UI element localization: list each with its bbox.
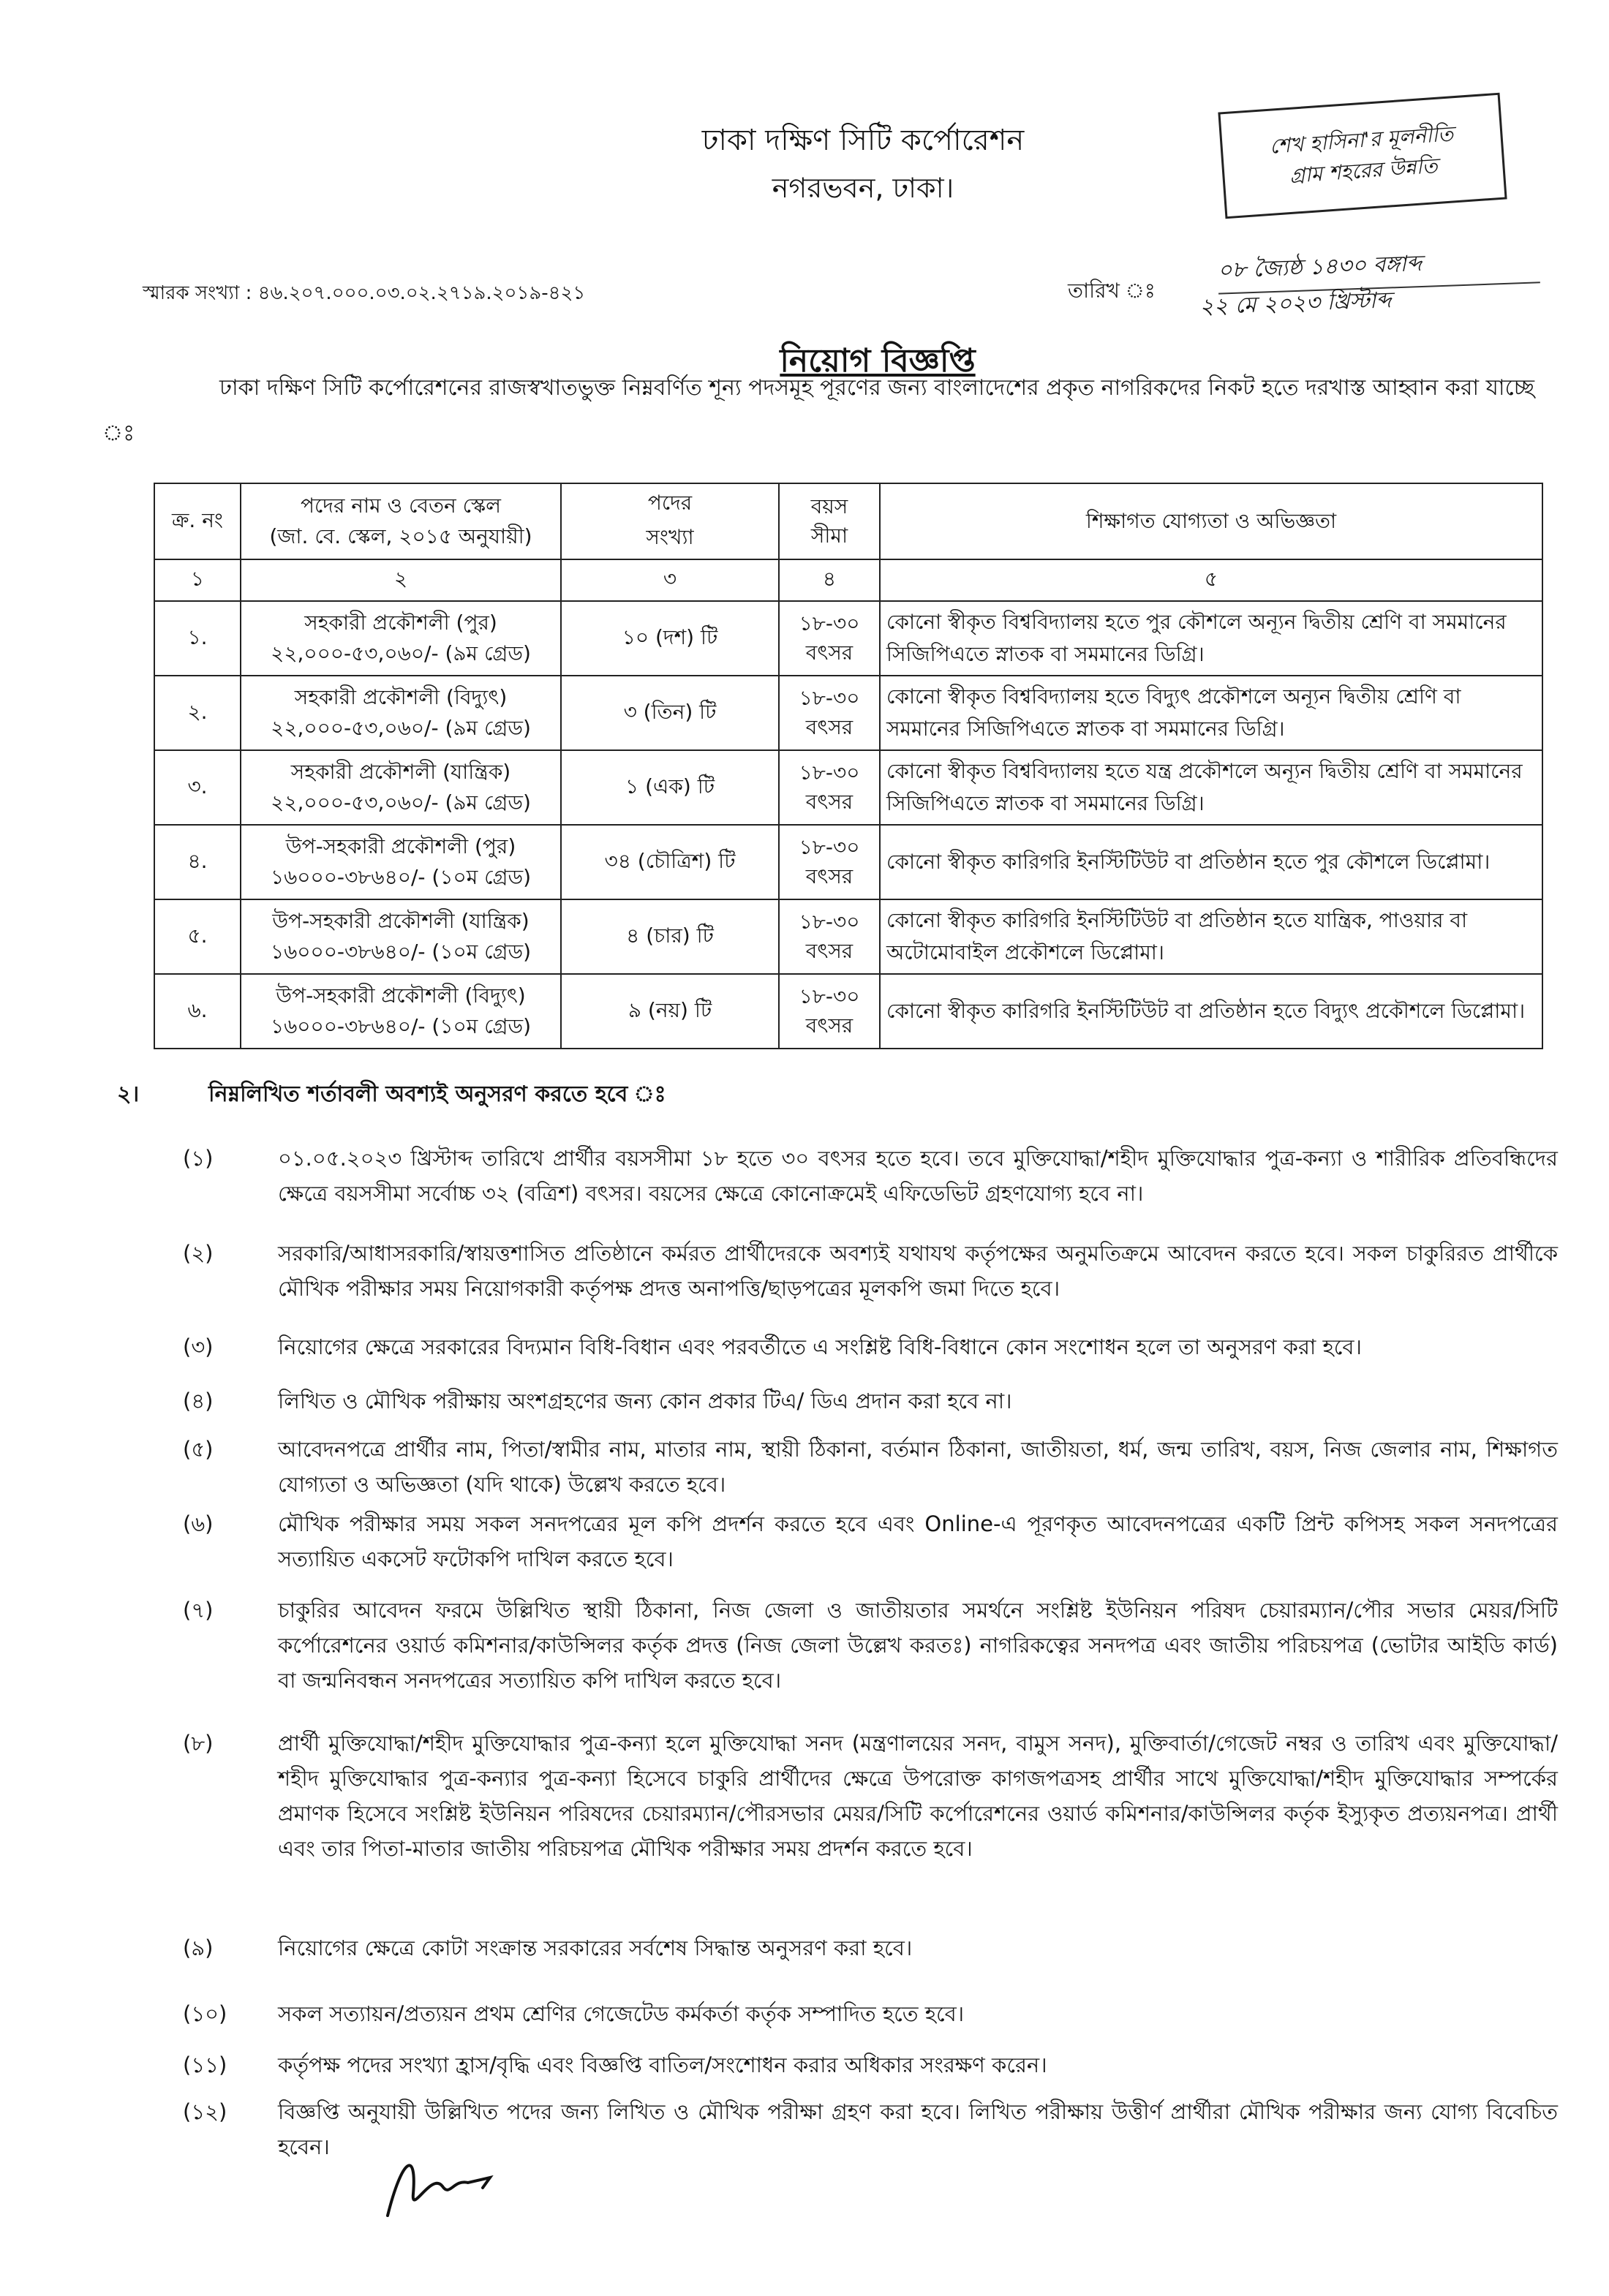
age-range: ১৮-৩০ [799,760,860,785]
column-number-row [154,559,1542,601]
age-limit [779,601,880,676]
condition-item [183,1432,1558,1502]
pay-scale: ১৬০০০-৩৮৬৪০/- (১০ম গ্রেড) [270,1014,532,1038]
header-count-line1: পদের [647,491,693,515]
post-name: উপ-সহকারী প্রকৌশলী (বিদ্যুৎ) [276,983,526,1008]
row-post [241,825,561,899]
age-range: ১৮-৩০ [799,835,860,859]
post-name: উপ-সহকারী প্রকৌশলী (যান্ত্রিক) [272,909,530,933]
row-sl: ২. [154,676,241,750]
qualification: কোনো স্বীকৃত কারিগরি ইনস্টিটিউট বা প্রতিষ্ঠান হতে পুর কৌশলে ডিপ্লোমা। [880,825,1542,899]
age-unit: বৎসর [805,641,854,665]
row-post [241,899,561,974]
condition-text: নিয়োগের ক্ষেত্রে কোটা সংক্রান্ত সরকারের সর্বশেষ সিদ্ধান্ত অনুসরণ করা হবে। [278,1936,913,1960]
age-limit [779,676,880,750]
post-name: উপ-সহকারী প্রকৌশলী (পুর) [285,834,516,858]
notice-intro: ঢাকা দক্ষিণ সিটি কর্পোরেশনের রাজস্বখাতভুক্ত নিম্নবর্ণিত শূন্য পদসমূহ পূরণের জন্য বাংলাদেশের প্রকৃত নাগরিকদের নিকট হতে দরখাস্ত আহ্বান করা যাচ্ছে ঃ [102,375,1535,446]
row-post [241,601,561,676]
post-name: সহকারী প্রকৌশলী (পুর) [304,611,497,635]
age-unit: বৎসর [805,864,854,888]
condition-number: (৮) [183,1731,214,1756]
condition-number: (১২) [183,2099,227,2124]
condition-item [183,1726,1558,1866]
condition-text: প্রার্থী মুক্তিযোদ্ধা/শহীদ মুক্তিযোদ্ধার পুত্র-কন্যা হলে মুক্তিযোদ্ধা সনদ (মন্ত্রণালয়ের সনদ, বামুস সনদ), মুক্তিবার্তা/গেজেট নম্বর ও তারিখ এবং মুক্তিযোদ্ধা/শহীদ মুক্তিযোদ্ধার পুত্র-কন্যার পুত্র-কন্যা হিসেবে চাকুরি প্রার্থীদের ক্ষেত্রে উপরোক্ত কাগজপত্রসহ প্রার্থীর সাথে মুক্তিযোদ্ধা/শহীদ মুক্তিযোদ্ধার সম্পর্কের প্রমাণক হিসেবে সংশ্লিষ্ট ইউনিয়ন পরিষদের চেয়ারম্যান/পৌরসভার মেয়র/সিটি কর্পোরেশনের ওয়ার্ড কমিশনার/কাউন্সিলর কর্তৃক ইস্যুকৃত প্রত্যয়নপত্র। প্রার্থী এবং তার পিতা-মাতার জাতীয় পরিচয়পত্র মৌখিক পরীক্ষার সময় প্রদর্শন করতে হবে। [278,1731,1558,1861]
header-sl: ক্র. নং [154,483,241,559]
table-row [154,601,1542,676]
header-age-line2: সীমা [810,524,848,548]
row-sl: ১. [154,601,241,676]
header-age-line1: বয়স [810,494,848,518]
condition-text: লিখিত ও মৌখিক পরীক্ষায় অংশগ্রহণের জন্য কোন প্রকার টিএ/ ডিএ প্রদান করা হবে না। [278,1389,1012,1413]
slogan-line-1: শেখ হাসিনা'র মূলনীতি [1268,121,1455,159]
vacancy-table [154,483,1543,1049]
signature [373,2142,519,2230]
table-row [154,899,1542,974]
age-unit: বৎসর [805,790,854,814]
post-count: ৯ (নয়) টি [561,974,779,1049]
condition-text: সরকারি/আধাসরকারি/স্বায়ত্তশাসিত প্রতিষ্ঠানে কর্মরত প্রার্থীদেরকে অবশ্যই যথাযথ কর্তৃপক্ষের অনুমতিক্রমে আবেদন করতে হবে। সকল চাকুরিরত প্রার্থীকে মৌখিক পরীক্ষার সময় নিয়োগকারী কর্তৃপক্ষ প্রদত্ত অনাপত্তি/ছাড়পত্রের মূলকপি জমা দিতে হবে। [278,1241,1558,1301]
header-age-limit [779,483,880,559]
row-sl: ৩. [154,750,241,825]
condition-item [183,1593,1558,1698]
post-name: সহকারী প্রকৌশলী (যান্ত্রিক) [290,760,511,784]
condition-number: (৩) [183,1334,214,1359]
condition-text: সকল সত্যায়ন/প্রত্যয়ন প্রথম শ্রেণির গেজেটেড কর্মকর্তা কর্তৃক সম্পাদিত হতে হবে। [278,2001,965,2026]
age-limit [779,825,880,899]
col-number: ১ [154,559,241,601]
post-count: ৪ (চার) টি [561,899,779,974]
table-row [154,825,1542,899]
condition-item [183,1506,1558,1576]
header-count-line2: সংখ্যা [646,525,694,549]
col-number: ৩ [561,559,779,601]
post-name: সহকারী প্রকৌশলী (বিদ্যুৎ) [294,685,508,709]
date-gregorian: ২২ মে ২০২৩ খ্রিস্টাব্দ [1199,287,1392,320]
header-post-count [561,483,779,559]
row-post [241,974,561,1049]
table-row [154,676,1542,750]
table-header-row [154,483,1542,559]
condition-text: চাকুরির আবেদন ফরমে উল্লিখিত স্থায়ী ঠিকানা, নিজ জেলা ও জাতীয়তার সমর্থনে সংশ্লিষ্ট ইউনিয়ন পরিষদ চেয়ারম্যান/পৌর সভার মেয়র/সিটি কর্পোরেশনের ওয়ার্ড কমিশনার/কাউন্সিলর কর্তৃক প্রদত্ত (নিজ জেলা উল্লেখ করতঃ) নাগরিকত্বের সনদপত্র এবং জাতীয় পরিচয়পত্র (ভোটার আইডি কার্ড) বা জন্মনিবন্ধন সনদপত্রের সত্যায়িত কপি দাখিল করতে হবে। [278,1598,1558,1693]
section-number: ২। [117,1081,140,1107]
condition-number: (১১) [183,2053,227,2077]
qualification: কোনো স্বীকৃত কারিগরি ইনস্টিটিউট বা প্রতিষ্ঠান হতে যান্ত্রিক, পাওয়ার বা অটোমোবাইল প্রকৌশলে ডিপ্লোমা। [880,899,1542,974]
condition-item [183,1930,1558,1965]
header-post-name-line1: পদের নাম ও বেতন স্কেল [300,494,502,518]
pay-scale: ১৬০০০-৩৮৬৪০/- (১০ম গ্রেড) [270,940,532,964]
age-unit: বৎসর [805,939,854,963]
qualification: কোনো স্বীকৃত বিশ্ববিদ্যালয় হতে বিদ্যুৎ প্রকৌশলে অন্যূন দ্বিতীয় শ্রেণি বা সমমানের সিজিপিএতে স্নাতক বা সমমানের ডিগ্রি। [880,676,1542,750]
condition-text: ০১.০৫.২০২৩ খ্রিস্টাব্দ তারিখে প্রার্থীর বয়সসীমা ১৮ হতে ৩০ বৎসর হতে হবে। তবে মুক্তিযোদ্ধা/শহীদ মুক্তিযোদ্ধার পুত্র-কন্যা ও শারীরিক প্রতিবন্ধিদের ক্ষেত্রে বয়সসীমা সর্বোচ্চ ৩২ (বত্রিশ) বৎসর। বয়সের ক্ষেত্রে কোনোক্রমেই এফিডেভিট গ্রহণযোগ্য হবে না। [278,1146,1558,1206]
condition-number: (৪) [183,1389,214,1413]
condition-text: নিয়োগের ক্ষেত্রে সরকারের বিদ্যমান বিধি-বিধান এবং পরবর্তীতে এ সংশ্লিষ্ট বিধি-বিধানে কোন সংশোধন হলে তা অনুসরণ করা হবে। [278,1334,1362,1359]
condition-number: (২) [183,1241,214,1266]
col-number: ৪ [779,559,880,601]
organization-address: নগরভবন, ঢাকা। [772,172,954,204]
condition-text: কর্তৃপক্ষ পদের সংখ্যা হ্রাস/বৃদ্ধি এবং বিজ্ঞপ্তি বাতিল/সংশোধন করার অধিকার সংরক্ষণ করেন। [278,2053,1047,2077]
table-row [154,974,1542,1049]
row-sl: ৫. [154,899,241,974]
age-range: ১৮-৩০ [799,611,860,635]
condition-text: বিজ্ঞপ্তি অনুযায়ী উল্লিখিত পদের জন্য লিখিত ও মৌখিক পরীক্ষা গ্রহণ করা হবে। লিখিত পরীক্ষায় উত্তীর্ণ প্রার্থীরা মৌখিক পরীক্ষার জন্য যোগ্য বিবেচিত হবেন। [278,2099,1558,2159]
age-range: ১৮-৩০ [799,686,860,710]
qualification: কোনো স্বীকৃত বিশ্ববিদ্যালয় হতে যন্ত্র প্রকৌশলে অন্যূন দ্বিতীয় শ্রেণি বা সমমানের সিজিপিএতে স্নাতক বা সমমানের ডিগ্রি। [880,750,1542,825]
condition-number: (৯) [183,1936,214,1960]
condition-number: (১) [183,1146,214,1171]
condition-text: মৌখিক পরীক্ষার সময় সকল সনদপত্রের মূল কপি প্রদর্শন করতে হবে এবং Online-এ পূরণকৃত আবেদনপত্রের একটি প্রিন্ট কপিসহ সকল সনদপত্রের সত্যায়িত একসেট ফটোকপি দাখিল করতে হবে। [278,1511,1558,1571]
qualification: কোনো স্বীকৃত বিশ্ববিদ্যালয় হতে পুর কৌশলে অন্যূন দ্বিতীয় শ্রেণি বা সমমানের সিজিপিএতে স্নাতক বা সমমানের ডিগ্রি। [880,601,1542,676]
row-post [241,676,561,750]
memo-number: স্মারক সংখ্যা : ৪৬.২০৭.০০০.০৩.০২.২৭১৯.২০১৯-৪২১ [143,282,586,304]
pay-scale: ২২,০০০-৫৩,০৬০/- (৯ম গ্রেড) [271,790,531,815]
row-sl: ৪. [154,825,241,899]
condition-item [183,1141,1558,1211]
age-limit [779,750,880,825]
age-range: ১৮-৩০ [799,984,860,1008]
col-number: ২ [241,559,561,601]
post-count: ৩ (তিন) টি [561,676,779,750]
post-count: ৩৪ (চৌত্রিশ) টি [561,825,779,899]
condition-item [183,1996,1558,2031]
condition-item [183,1329,1558,1364]
date-bangla: ০৮ জ্যৈষ্ঠ ১৪৩০ বঙ্গাব্দ [1217,241,1540,294]
col-number: ৫ [880,559,1542,601]
condition-item [183,1383,1558,1419]
date-label: তারিখ ঃ [1068,279,1156,303]
post-count: ১ (এক) টি [561,750,779,825]
header-post-name [241,483,561,559]
age-unit: বৎসর [805,715,854,739]
slogan-stamp [1218,93,1507,219]
header-post-name-line2: (জা. বে. স্কেল, ২০১৫ অনুযায়ী) [269,524,532,548]
row-sl: ৬. [154,974,241,1049]
pay-scale: ২২,০০০-৫৩,০৬০/- (৯ম গ্রেড) [271,716,531,740]
age-limit [779,974,880,1049]
age-range: ১৮-৩০ [799,910,860,934]
age-unit: বৎসর [805,1013,854,1038]
table-row [154,750,1542,825]
condition-number: (৫) [183,1437,214,1462]
condition-item [183,2047,1558,2082]
condition-item [183,1236,1558,1306]
condition-number: (১০) [183,2001,227,2026]
age-limit [779,899,880,974]
organization-name: ঢাকা দক্ষিণ সিটি কর্পোরেশন [701,124,1025,157]
row-post [241,750,561,825]
post-count: ১০ (দশ) টি [561,601,779,676]
condition-number: (৭) [183,1598,214,1623]
pay-scale: ১৬০০০-৩৮৬৪০/- (১০ম গ্রেড) [270,865,532,889]
condition-number: (৬) [183,1511,214,1536]
pay-scale: ২২,০০০-৫৩,০৬০/- (৯ম গ্রেড) [271,641,531,665]
conditions-title: নিম্নলিখিত শর্তাবলী অবশ্যই অনুসরণ করতে হবে ঃ [208,1081,666,1107]
notice-title: নিয়োগ বিজ্ঞপ্তি [780,342,976,379]
header-qualification: শিক্ষাগত যোগ্যতা ও অভিজ্ঞতা [880,483,1542,559]
condition-text: আবেদনপত্রে প্রার্থীর নাম, পিতা/স্বামীর নাম, মাতার নাম, স্থায়ী ঠিকানা, বর্তমান ঠিকানা, জাতীয়তা, ধর্ম, জন্ম তারিখ, বয়স, নিজ জেলার নাম, শিক্ষাগত যোগ্যতা ও অভিজ্ঞতা (যদি থাকে) উল্লেখ করতে হবে। [278,1437,1558,1497]
slogan-line-2: গ্রাম শহরের উন্নতি [1289,153,1439,188]
qualification: কোনো স্বীকৃত কারিগরি ইনস্টিটিউট বা প্রতিষ্ঠান হতে বিদ্যুৎ প্রকৌশলে ডিপ্লোমা। [880,974,1542,1049]
